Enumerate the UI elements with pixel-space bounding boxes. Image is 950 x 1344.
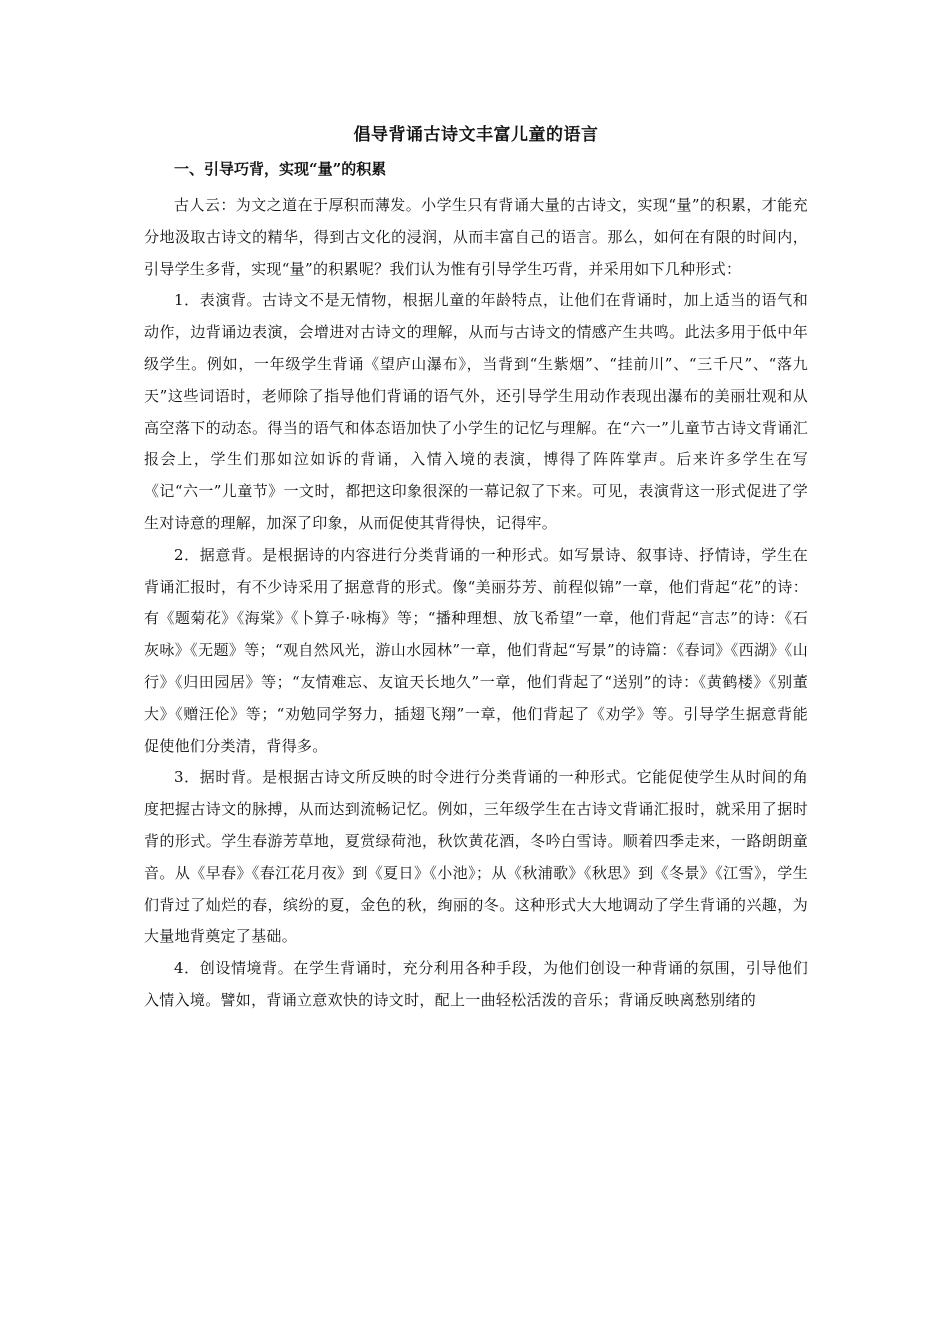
- paragraph-method-3: 3．据时背。是根据古诗文所反映的时令进行分类背诵的一种形式。它能促使学生从时间的角度把握古诗文的脉搏，从而达到流畅记忆。例如，三年级学生在古诗文背诵汇报时，就采用了据时背的形式。学生春游芳草地，夏赏绿荷池，秋饮黄花酒，冬吟白雪诗。顺着四季走来，一路朗朗童音。从《早春》《春江花月夜》到《夏日》《小池》；从《秋浦歌》《秋思》到《冬景》《江雪》，学生们背过了灿烂的春，缤纷的夏，金色的秋，绚丽的冬。这种形式大大地调动了学生背诵的兴趣，为大量地背奠定了基础。: [144, 768, 808, 946]
- paragraph-method-1: 1．表演背。古诗文不是无情物，根据儿童的年龄特点，让他们在背诵时，加上适当的语气和动作，边背诵边表演，会增进对古诗文的理解，从而与古诗文的情感产生共鸣。此法多用于低中年级学生。例如，一年级学生背诵《望庐山瀑布》，当背到“生紫烟”、“挂前川”、“三千尺”、“落九天”这些词语时，老师除了指导他们背诵的语气外，还引导学生用动作表现出瀑布的美丽壮观和从高空落下的动态。得当的语气和体态语加快了小学生的记忆与理解。在“六一”儿童节古诗文背诵汇报会上，学生们那如泣如诉的背诵，入情入境的表演，博得了阵阵掌声。后来许多学生在写《记“六一”儿童节》一文时，都把这印象很深的一幕记叙了下来。可见，表演背这一形式促进了学生对诗意的理解，加深了印象，从而促使其背得快，记得牢。: [144, 291, 808, 532]
- document-page: [144, 120, 808, 1017]
- document-title: 倡导背诵古诗文丰富儿童的语言: [353, 125, 599, 145]
- paragraph-method-4: 4．创设情境背。在学生背诵时，充分利用各种手段，为他们创设一种背诵的氛围，引导他们入情入境。譬如，背诵立意欢快的诗文时，配上一曲轻松活泼的音乐；背诵反映离愁别绪的: [144, 959, 808, 1009]
- paragraph-method-2: 2．据意背。是根据诗的内容进行分类背诵的一种形式。如写景诗、叙事诗、抒情诗，学生在背诵汇报时，有不少诗采用了据意背的形式。像“美丽芬芳、前程似锦”一章，他们背起“花”的诗：有《题菊花》《海棠》《卜算子·咏梅》等；“播种理想、放飞希望”一章，他们背起“言志”的诗：《石灰咏》《无题》等；“观自然风光，游山水园林”一章，他们背起“写景”的诗篇：《春词》《西湖》《山行》《归田园居》等；“友情难忘、友谊天长地久”一章，他们背起了“送别”的诗：《黄鹤楼》《别董大》《赠汪伦》等；“劝勉同学努力，插翅飞翔”一章，他们背起了《劝学》等。引导学生据意背能促使他们分类清，背得多。: [144, 545, 808, 755]
- paragraph-intro: 古人云：为文之道在于厚积而薄发。小学生只有背诵大量的古诗文，实现“量”的积累，才能充分地汲取古诗文的精华，得到古文化的浸润，从而丰富自己的语言。那么，如何在有限的时间内，引导学生多背，实现“量”的积累呢？我们认为惟有引导学生巧背，并采用如下几种形式：: [144, 196, 808, 278]
- section-heading: 一、引导巧背，实现“量”的积累: [174, 160, 387, 178]
